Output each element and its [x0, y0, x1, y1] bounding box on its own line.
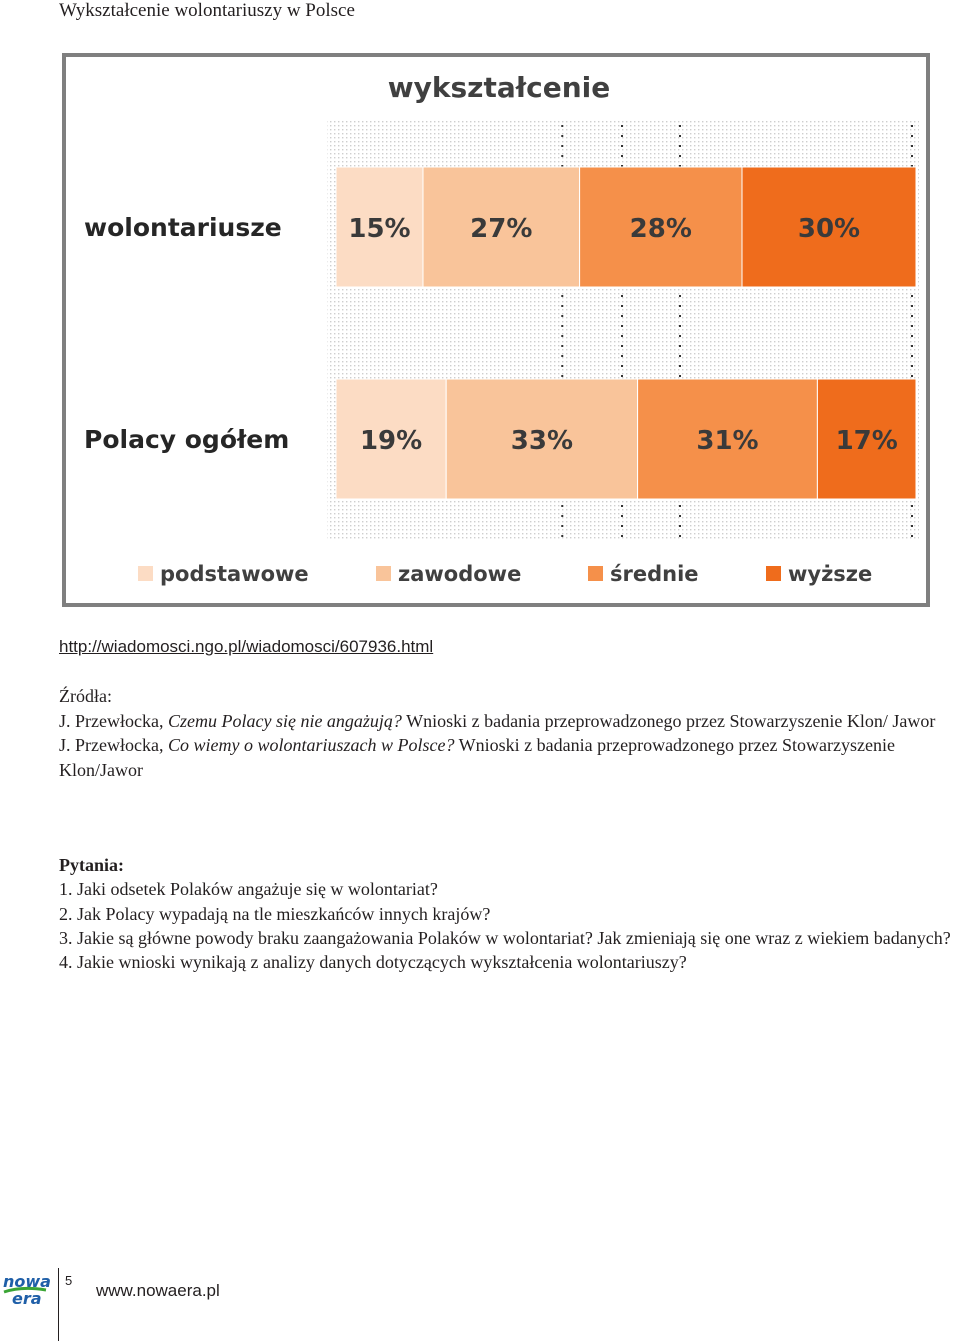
- questions-list: [59, 877, 960, 974]
- source-item: [59, 709, 960, 734]
- source-title: Co wiemy o wolontariuszach w Polsce?: [167, 735, 455, 755]
- sources-section: [59, 684, 960, 782]
- source-author: J. Przewłocka,: [59, 735, 168, 755]
- question-item: 2. Jak Polacy wypadają na tle mieszkańców innych krajów?: [59, 903, 491, 924]
- data-label: 15%: [348, 214, 411, 244]
- source-description: Wnioski z badania przeprowadzonego przez Stowarzyszenie Klon/Jawor: [59, 735, 895, 780]
- chart-svg: [66, 57, 926, 603]
- page-title: Wykształcenie wolontariuszy w Polsce: [59, 0, 355, 21]
- data-label: 28%: [629, 214, 692, 244]
- source-link[interactable]: http://wiadomosci.ngo.pl/wiadomosci/607936.html: [59, 637, 434, 656]
- footer-url: www.nowaera.pl: [96, 1281, 220, 1300]
- source-author: J. Przewłocka,: [59, 710, 168, 731]
- logo-text-top: nowa: [3, 1272, 51, 1291]
- questions-section: [59, 853, 960, 974]
- legend-label: wyższe: [788, 562, 873, 586]
- data-label: 30%: [797, 214, 861, 244]
- category-labels: [84, 213, 289, 454]
- question-item: 4. Jakie wnioski wynikają z analizy danych dotyczących wykształcenia wolontariuszy?: [59, 952, 687, 973]
- legend-swatch: [138, 566, 153, 581]
- source-title: Czemu Polacy się nie angażują?: [167, 710, 402, 731]
- legend-label: podstawowe: [160, 562, 309, 586]
- education-chart: [62, 53, 930, 607]
- legend-swatch: [588, 566, 603, 581]
- sources-heading: Źródła:: [59, 686, 112, 706]
- legend: [138, 562, 872, 586]
- questions-heading: Pytania:: [59, 855, 124, 875]
- data-label: 17%: [835, 426, 898, 456]
- category-label: Polacy ogółem: [84, 425, 290, 454]
- data-label: 27%: [470, 214, 533, 244]
- category-label: wolontariusze: [84, 213, 282, 242]
- legend-label: zawodowe: [398, 562, 522, 586]
- data-label: 31%: [696, 426, 759, 456]
- data-label: 19%: [359, 426, 423, 456]
- legend-swatch: [376, 566, 391, 581]
- question-item: 3. Jakie są główne powody braku zaangażowania Polaków w wolontariat? Jak zmieniają się one wraz z wiekiem badanych?: [59, 927, 951, 948]
- legend-swatch: [766, 566, 781, 581]
- source-item: [59, 733, 960, 782]
- logo-text-bottom: era: [12, 1289, 42, 1308]
- question-item: 1. Jaki odsetek Polaków angażuje się w wolontariat?: [59, 879, 438, 900]
- footer-divider: [58, 1268, 59, 1341]
- chart-title: wykształcenie: [387, 71, 611, 104]
- source-description: Wnioski z badania przeprowadzonego przez Stowarzyszenie Klon/ Jawor: [401, 710, 936, 731]
- nowa-era-logo: [2, 1272, 54, 1308]
- legend-label: średnie: [610, 562, 699, 586]
- page-number: 5: [65, 1273, 73, 1288]
- data-label: 33%: [510, 426, 574, 456]
